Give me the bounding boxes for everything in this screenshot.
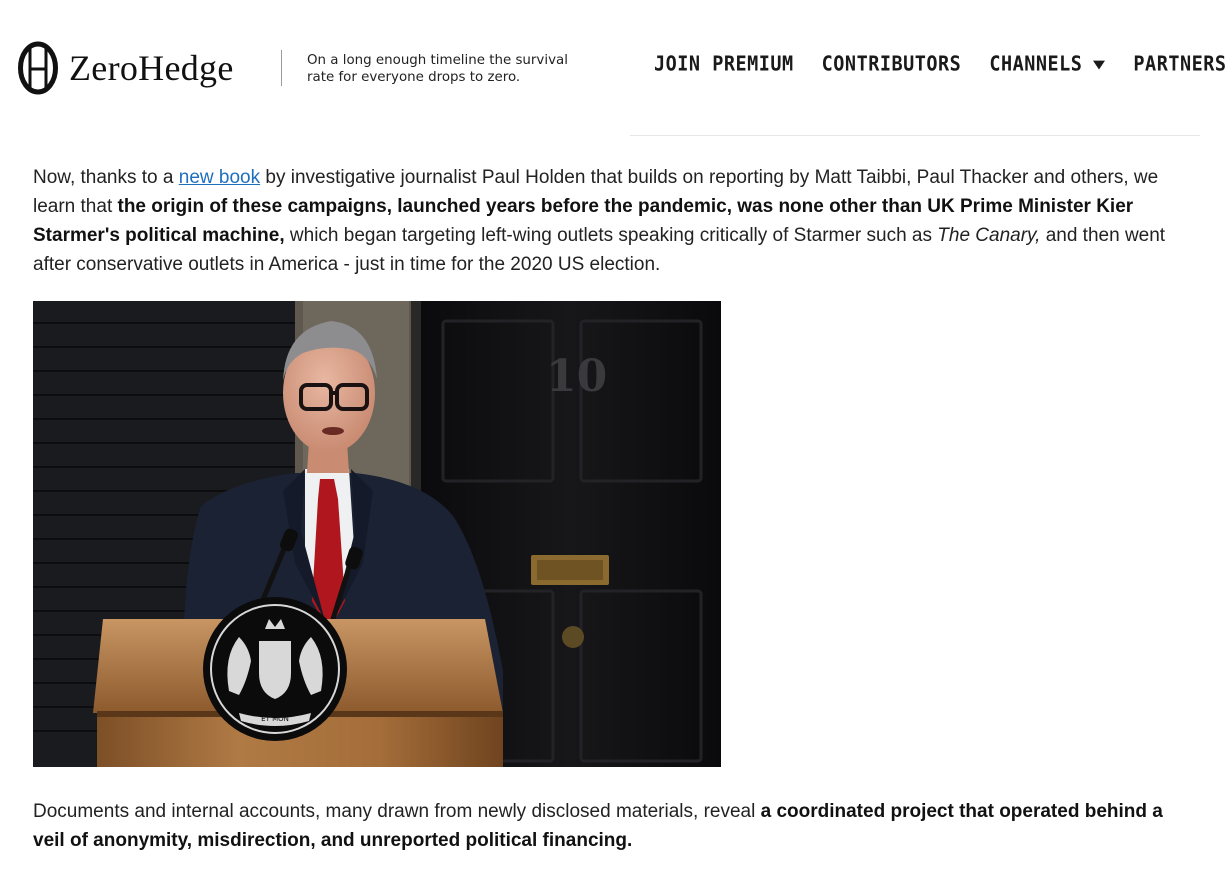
site-header	[0, 0, 1227, 135]
para1-text-1: Now, thanks to a	[33, 167, 179, 188]
para1-italic: The Canary,	[937, 225, 1041, 246]
nav-contributors[interactable]: CONTRIBUTORS	[821, 52, 962, 76]
nav-channels-label: CHANNELS	[989, 52, 1083, 76]
nav-partners[interactable]: PARTNERS	[1133, 52, 1227, 76]
para1-text-3: which began targeting left-wing outlets speaking critically of Starmer such as	[284, 225, 938, 246]
new-book-link[interactable]: new book	[178, 167, 261, 188]
tagline-line-2: rate for everyone drops to zero.	[307, 70, 521, 85]
crest-motto: ET MON	[261, 715, 289, 723]
para1-text-4: and then went after conservative outlets in America - just in time for the 2020 US election.	[33, 225, 1166, 275]
nav-join-premium[interactable]: JOIN PREMIUM	[654, 52, 794, 76]
zerohedge-logo-icon	[16, 40, 60, 96]
article-paragraph-1	[33, 163, 1173, 279]
article-photo	[33, 301, 721, 767]
para1-text-2: by investigative journalist Paul Holden that builds on reporting by Matt Taibbi, Paul Thacker and others, we learn that	[33, 167, 1159, 217]
site-tagline	[307, 52, 607, 86]
speaker-at-podium-photo	[33, 301, 721, 767]
door-number: 10	[546, 351, 608, 402]
site-logo[interactable]	[16, 39, 234, 97]
header-divider	[630, 135, 1200, 136]
tagline-line-1: On a long enough timeline the survival	[307, 53, 568, 68]
logo-wordmark: ZeroHedge	[69, 48, 234, 88]
tagline-divider	[281, 50, 282, 86]
para1-bold: the origin of these campaigns, launched years before the pandemic, was none other than UK Prime Minister Kier Starmer's political machine,	[33, 196, 1134, 246]
main-nav	[654, 50, 1227, 78]
nav-channels[interactable]	[989, 52, 1105, 76]
para2-bold: a coordinated project that operated behind a veil of anonymity, misdirection, and unreported political financing.	[33, 801, 1163, 851]
royal-crest-icon	[203, 597, 347, 741]
caret-down-icon	[1093, 60, 1105, 69]
para2-text-1: Documents and internal accounts, many drawn from newly disclosed materials, reveal	[33, 801, 761, 822]
article-paragraph-2	[33, 797, 1183, 855]
